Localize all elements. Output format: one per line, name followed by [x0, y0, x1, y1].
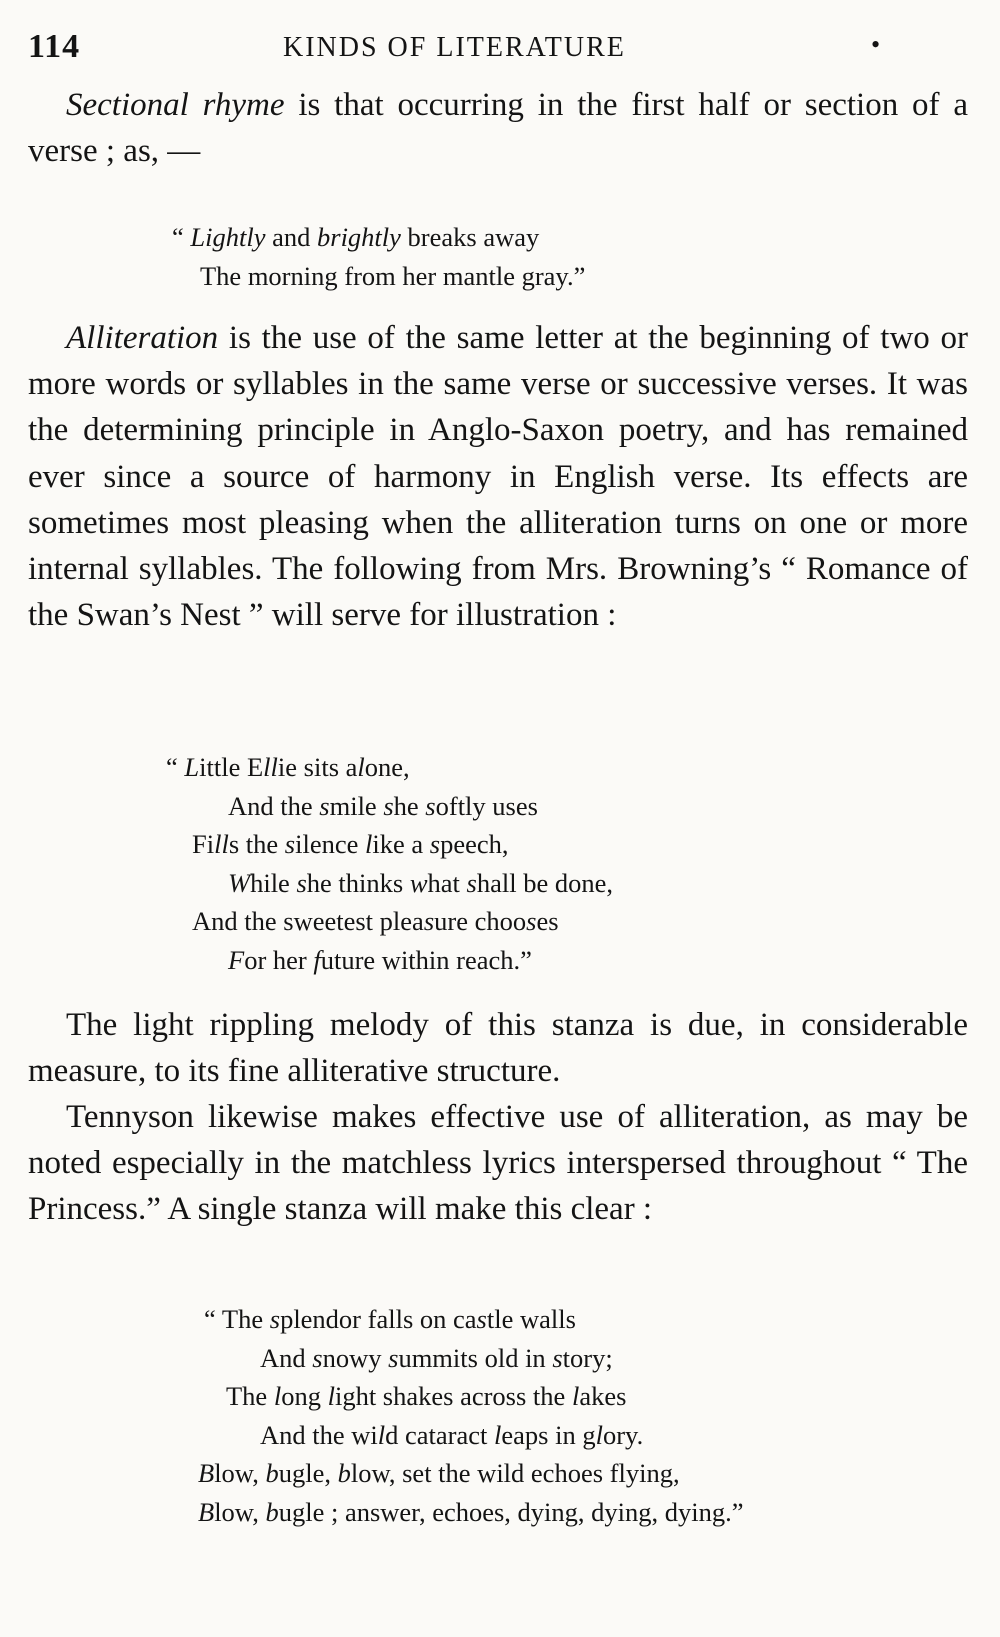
verse-line: And the sweetest pleasure chooses — [192, 906, 559, 937]
verse-line: And the smile she softly uses — [228, 790, 538, 821]
verse-line: “ The splendor falls on castle walls — [204, 1304, 576, 1334]
paragraph-text: The light rippling melody of this stanza is due, in considerable measure, to its fine alliterative structure. — [28, 1007, 968, 1090]
page-number: 114 — [28, 28, 81, 65]
verse-line: Blow, bugle, blow, set the wild echoes flying, — [198, 1458, 680, 1489]
verse-line: While she thinks what shall be done, — [228, 867, 613, 898]
paragraph-text: is that occurring in the first half or section of a verse ; as, — — [28, 87, 969, 170]
verse-line: “ Little Ellie sits alone, — [166, 752, 410, 782]
term-sectional-rhyme: Sectional rhyme — [66, 87, 285, 123]
paragraph-sectional-rhyme — [28, 82, 968, 174]
header-mark: • — [871, 30, 881, 59]
running-head: KINDS OF LITERATURE — [283, 32, 626, 63]
verse-line: The morning from her mantle gray.” — [200, 260, 586, 291]
term-alliteration: Alliteration — [66, 320, 219, 356]
paragraph-tennyson — [28, 1094, 968, 1233]
paragraph-alliteration — [28, 315, 968, 638]
verse-line: Blow, bugle ; answer, echoes, dying, dying, dying.” — [198, 1496, 744, 1527]
verse-line: The long light shakes across the lakes — [226, 1381, 627, 1412]
verse-line: “ Lightly and brightly breaks away — [172, 222, 540, 252]
page-header — [28, 28, 888, 68]
verse-line: For her future within reach.” — [228, 944, 532, 975]
verse-line: And snowy summits old in story; — [260, 1342, 613, 1373]
verse-line: And the wild cataract leaps in glory. — [260, 1419, 644, 1450]
verse-tennyson — [198, 1300, 744, 1532]
verse-sectional-rhyme — [172, 218, 585, 295]
paragraph-text: is the use of the same letter at the beginning of two or more words or syllables in the same verse or successive verses. It was the determining principle in Anglo-Saxon poetry, and has remained ever since a source of harmony in English verse. Its effects are sometimes most pleasing when the alliteration turns on one or more internal syllables. The following from Mrs. Browning’s “ Romance of the Swan’s Nest ” will serve for illustration : — [28, 320, 968, 634]
paragraph-melody — [28, 1002, 968, 1094]
verse-line: Fills the silence like a speech, — [192, 829, 509, 860]
verse-browning — [166, 748, 613, 980]
paragraph-text: Tennyson likewise makes effective use of alliteration, as may be noted especially in the matchless lyrics interspersed throughout “ The Princess.” A single stanza will make this clear : — [28, 1099, 968, 1228]
